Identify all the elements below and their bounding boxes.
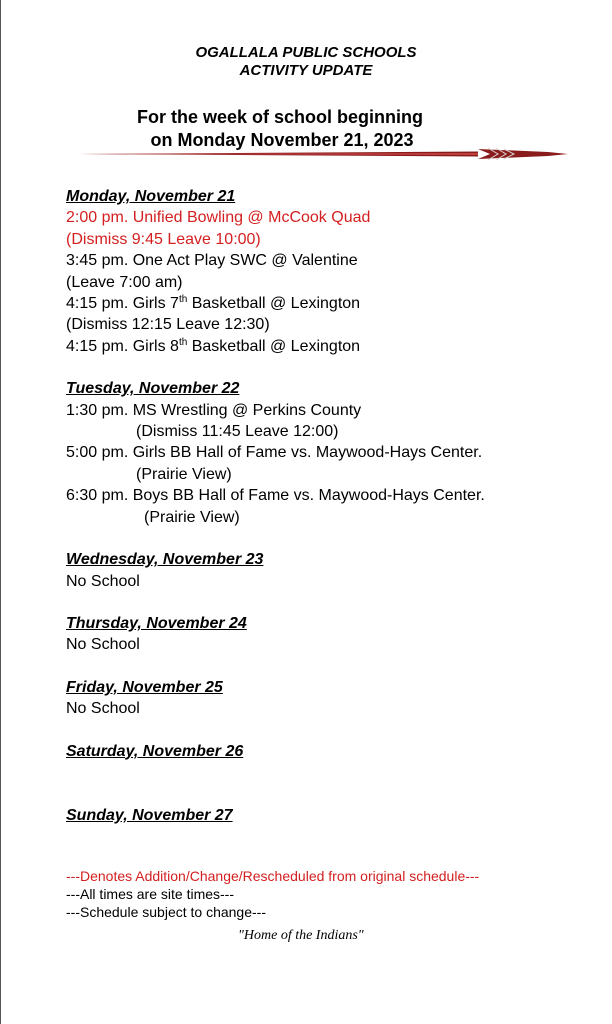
event-note: (Prairie View) bbox=[136, 465, 232, 483]
event-line: No School bbox=[66, 700, 140, 718]
day-heading-tuesday: Tuesday, November 22 bbox=[66, 380, 240, 398]
arrow-divider-icon bbox=[78, 146, 568, 162]
event-line bbox=[66, 293, 596, 314]
day-heading-wednesday: Wednesday, November 23 bbox=[66, 551, 264, 569]
event-line: 6:30 pm. Boys BB Hall of Fame vs. Maywood-Hays Center. bbox=[66, 487, 485, 505]
org-name: OGALLALA PUBLIC SCHOOLS bbox=[195, 44, 417, 61]
school-motto: "Home of the Indians" bbox=[238, 928, 364, 943]
event-text: 4:15 pm. Girls 8 bbox=[66, 337, 179, 355]
event-line bbox=[66, 336, 596, 357]
day-heading-sunday: Sunday, November 27 bbox=[66, 806, 233, 824]
event-note: (Dismiss 12:15 Leave 12:30) bbox=[66, 316, 270, 334]
spacer bbox=[66, 528, 596, 549]
event-note: (Dismiss 11:45 Leave 12:00) bbox=[136, 423, 339, 441]
spacer bbox=[66, 720, 596, 741]
event-line: No School bbox=[66, 572, 140, 590]
doc-title: ACTIVITY UPDATE bbox=[239, 62, 373, 79]
event-line: 5:00 pm. Girls BB Hall of Fame vs. Maywood-Hays Center. bbox=[66, 444, 483, 462]
spacer bbox=[66, 656, 596, 677]
page-left-border bbox=[0, 0, 1, 1024]
footnotes bbox=[66, 867, 479, 921]
spacer bbox=[66, 592, 596, 613]
event-line: 3:45 pm. One Act Play SWC @ Valentine bbox=[66, 252, 358, 270]
week-line-2: on Monday November 21, 2023 bbox=[150, 130, 414, 150]
event-line: 2:00 pm. Unified Bowling @ McCook Quad bbox=[66, 209, 371, 227]
day-heading-monday: Monday, November 21 bbox=[66, 188, 236, 205]
spacer bbox=[66, 762, 596, 805]
ordinal-suffix: th bbox=[178, 336, 188, 348]
event-note: (Leave 7:00 am) bbox=[66, 273, 183, 291]
schedule-content bbox=[66, 186, 596, 826]
event-text: 4:15 pm. Girls 7 bbox=[66, 295, 179, 313]
event-line: 1:30 pm. MS Wrestling @ Perkins County bbox=[66, 401, 362, 419]
day-heading-saturday: Saturday, November 26 bbox=[66, 742, 244, 760]
event-text: Basketball @ Lexington bbox=[187, 295, 361, 313]
day-heading-friday: Friday, November 25 bbox=[66, 678, 223, 696]
note-change-legend: ---Denotes Addition/Change/Rescheduled from original schedule--- bbox=[66, 868, 480, 884]
event-note: (Prairie View) bbox=[144, 508, 240, 526]
event-line: No School bbox=[66, 636, 140, 654]
note-subject-to-change: ---Schedule subject to change--- bbox=[66, 904, 266, 920]
spacer bbox=[66, 357, 596, 378]
day-heading-thursday: Thursday, November 24 bbox=[66, 614, 247, 632]
week-line-1: For the week of school beginning bbox=[136, 107, 423, 127]
ordinal-suffix: th bbox=[178, 294, 188, 306]
event-text: Basketball @ Lexington bbox=[187, 337, 361, 355]
note-site-times: ---All times are site times--- bbox=[66, 886, 235, 902]
event-note: (Dismiss 9:45 Leave 10:00) bbox=[66, 230, 261, 248]
